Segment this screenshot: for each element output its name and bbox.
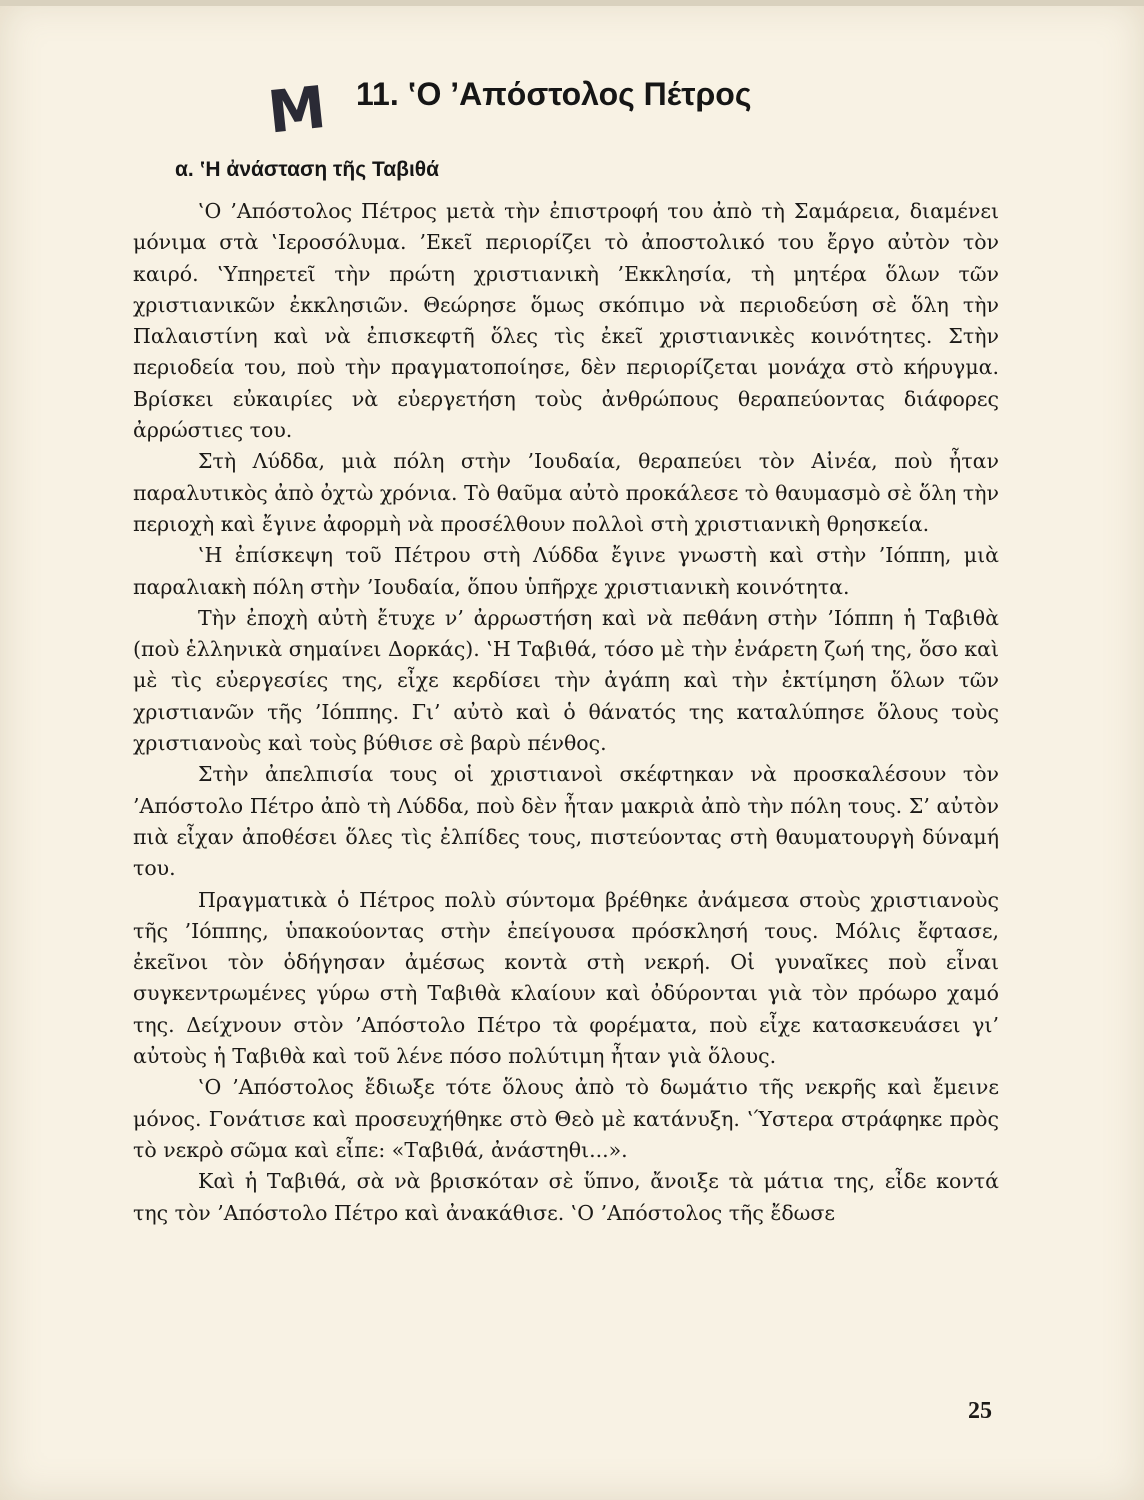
- paragraph: Στὴ Λύδδα, μιὰ πόλη στὴν ’Ιουδαία, θεραπεύει τὸν Αἰνέα, ποὺ ἦταν παραλυτικὸς ἀπὸ ὀχτὼ χρόνια. Τὸ θαῦμα αὐτὸ προκάλεσε τὸ θαυμασμὸ σὲ ὅλη τὴν περιοχὴ καὶ ἔγινε ἀφορμὴ νὰ προσέλθουν πολλοὶ στὴ χριστιανικὴ θρησκεία.: [133, 449, 999, 536]
- section-title: α. ‛Η ἀνάσταση τῆς Ταβιθά: [175, 158, 440, 181]
- chapter-title: 11. ‛Ο ’Απόστολος Πέτρος: [356, 76, 752, 112]
- paragraph: ‛Η ἐπίσκεψη τοῦ Πέτρου στὴ Λύδδα ἔγινε γνωστὴ καὶ στὴν ’Ιόππη, μιὰ παραλιακὴ πόλη στὴν ’Ιουδαία, ὅπου ὑπῆρχε χριστιανικὴ κοινότητα.: [133, 543, 999, 599]
- handwritten-mark: M: [264, 73, 324, 147]
- body-text: [133, 196, 999, 1229]
- paragraph: Καὶ ἡ Ταβιθά, σὰ νὰ βρισκόταν σὲ ὕπνο, ἄνοιξε τὰ μάτια της, εἶδε κοντά της τὸν ’Απόστολο Πέτρο καὶ ἀνακάθισε. ‛Ο ’Απόστολος τῆς ἔδωσε: [133, 1169, 999, 1225]
- paragraph: ‛Ο ’Απόστολος ἔδιωξε τότε ὅλους ἀπὸ τὸ δωμάτιο τῆς νεκρῆς καὶ ἔμεινε μόνος. Γονάτισε καὶ προσευχήθηκε στὸ Θεὸ μὲ κατάνυξη. ‛Ύστερα στράφηκε πρὸς τὸ νεκρὸ σῶμα καὶ εἶπε: «Ταβιθά, ἀνάστηθι...».: [133, 1075, 999, 1162]
- scan-edge: [0, 0, 1144, 6]
- page-number: 25: [968, 1398, 992, 1424]
- paragraph: Πραγματικὰ ὁ Πέτρος πολὺ σύντομα βρέθηκε ἀνάμεσα στοὺς χριστιανοὺς τῆς ’Ιόππης, ὑπακούοντας στὴν ἐπείγουσα πρόσκλησή τους. Μόλις ἔφτασε, ἐκεῖνοι τὸν ὁδήγησαν ἀμέσως κοντὰ στὴ νεκρή. Οἱ γυναῖκες ποὺ εἶναι συγκεντρωμένες γύρω στὴ Ταβιθὰ κλαίουν καὶ ὀδύρονται γιὰ τὸν πρόωρο χαμό της. Δείχνουν στὸν ’Απόστολο Πέτρο τὰ φορέματα, ποὺ εἶχε κατασκευάσει γι’ αὐτοὺς ἡ Ταβιθὰ καὶ τοῦ λένε πόσο πολύτιμη ἦταν γιὰ ὅλους.: [133, 887, 999, 1069]
- paragraph: Τὴν ἐποχὴ αὐτὴ ἔτυχε ν’ ἀρρωστήση καὶ νὰ πεθάνη στὴν ’Ιόππη ἡ Ταβιθὰ (ποὺ ἑλληνικὰ σημαίνει Δορκάς). ‛Η Ταβιθά, τόσο μὲ τὴν ἐνάρετη ζωή της, ὅσο καὶ μὲ τὶς εὐεργεσίες της, εἶχε κερδίσει τὴν ἀγάπη καὶ τὴν ἐκτίμηση ὅλων τῶν χριστιανῶν τῆς ’Ιόππης. Γι’ αὐτὸ καὶ ὁ θάνατός της καταλύπησε ὅλους τοὺς χριστιανοὺς καὶ τοὺς βύθισε σὲ βαρὺ πένθος.: [133, 605, 999, 756]
- paragraph: ‛Ο ’Απόστολος Πέτρος μετὰ τὴν ἐπιστροφή του ἀπὸ τὴ Σαμάρεια, διαμένει μόνιμα στὰ ‛Ιεροσόλυμα. ’Εκεῖ περιορίζει τὸ ἀποστολικό του ἔργο αὐτὸν τὸν καιρό. ‛Υπηρετεῖ τὴν πρώτη χριστιανικὴ ’Εκκλησία, τὴ μητέρα ὅλων τῶν χριστιανικῶν ἐκκλησιῶν. Θεώρησε ὅμως σκόπιμο νὰ περιοδεύση σὲ ὅλη τὴν Παλαιστίνη καὶ νὰ ἐπισκεφτῆ ὅλες τὶς ἐκεῖ χριστιανικὲς κοινότητες. Στὴν περιοδεία του, ποὺ τὴν πραγματοποίησε, δὲν περιορίζεται μονάχα στὸ κήρυγμα. Βρίσκει εὐκαιρίες νὰ εὐεργετήση τοὺς ἀνθρώπους θεραπεύοντας διάφορες ἀρρώστιες του.: [133, 199, 999, 443]
- paragraph: Στὴν ἀπελπισία τους οἱ χριστιανοὶ σκέφτηκαν νὰ προσκαλέσουν τὸν ’Απόστολο Πέτρο ἀπὸ τὴ Λύδδα, ποὺ δὲν ἦταν μακριὰ ἀπὸ τὴν πόλη τους. Σ’ αὐτὸν πιὰ εἶχαν ἀποθέσει ὅλες τὶς ἐλπίδες τους, πιστεύοντας στὴ θαυματουργὴ δύναμή του.: [133, 762, 999, 881]
